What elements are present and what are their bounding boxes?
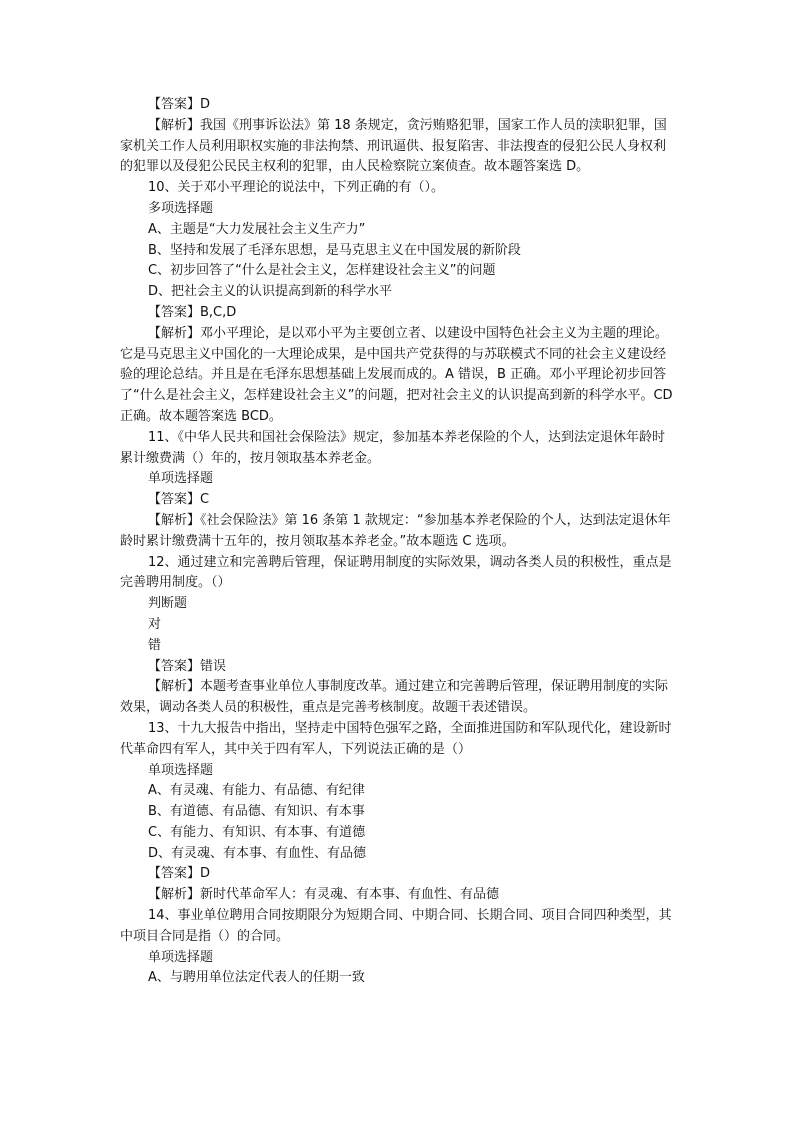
- explanation-paragraph: 【解析】《社会保险法》第 16 条第 1 款规定：“参加基本养老保险的个人，达到法定退休年龄时累计缴费满十五年的，按月领取基本养老金。”故本题选 C 选项。: [120, 512, 671, 549]
- explanation-paragraph: 【解析】邓小平理论，是以邓小平为主要创立者、以建设中国特色社会主义为主题的理论。它是马克思主义中国化的一大理论成果，是中国共产党获得的与苏联模式不同的社会主义建设经验的理论总结。并且是在毛泽东思想基础上发展而成的。A 错误，B 正确。邓小平理论初步回答了“什么是社会主义，怎样建设社会主义”的问题，把对社会主义的认识提高到新的科学水平。CD 正确。故本题答案选 BCD。: [120, 325, 677, 424]
- option-d: D、把社会主义的认识提高到新的科学水平: [148, 284, 393, 300]
- option-true: 对: [148, 616, 162, 632]
- option-b: B、坚持和发展了毛泽东思想，是马克思主义在中国发展的新阶段: [148, 242, 521, 258]
- option-a: A、主题是“大力发展社会主义生产力”: [148, 221, 366, 237]
- option-false: 错: [148, 637, 162, 653]
- option-c: C、初步回答了“什么是社会主义，怎样建设社会主义”的问题: [148, 263, 496, 279]
- answer-line: 【答案】D: [148, 866, 211, 882]
- question-type: 单项选择题: [148, 471, 214, 487]
- explanation-paragraph: 【解析】我国《刑事诉讼法》第 18 条规定，贪污贿赂犯罪，国家工作人员的渎职犯罪，国家机关工作人员利用职权实施的非法拘禁、刑讯逼供、报复陷害、非法搜查的侵犯公民人身权利的犯罪以及侵犯公民民主权利的犯罪，由人民检察院立案侦查。故本题答案选 D。: [120, 117, 667, 175]
- option-a: A、有灵魂、有能力、有品德、有纪律: [148, 783, 365, 799]
- question-14-stem: 14、事业单位聘用合同按期限分为短期合同、中期合同、长期合同、项目合同四种类型，其中项目合同是指（）的合同。: [120, 908, 672, 944]
- document-body: [120, 95, 677, 989]
- question-type: 判断题: [148, 596, 188, 612]
- question-13-stem: 13、十九大报告中指出，坚持走中国特色强军之路，全面推进国防和军队现代化，建设新时代革命四有军人，其中关于四有军人，下列说法正确的是（）: [120, 720, 672, 757]
- explanation-paragraph: 【解析】本题考查事业单位人事制度改革。通过建立和完善聘后管理，保证聘用制度的实际效果，调动各类人员的积极性，重点是完善考核制度。故题干表述错误。: [120, 679, 669, 716]
- answer-line: 【答案】B,C,D: [148, 304, 237, 320]
- question-type: 单项选择题: [148, 762, 214, 778]
- question-12-stem: 12、通过建立和完善聘后管理，保证聘用制度的实际效果，调动各类人员的积极性，重点是完善聘用制度。（）: [120, 554, 672, 591]
- option-d: D、有灵魂、有本事、有血性、有品德: [148, 845, 367, 861]
- question-10-stem: 10、关于邓小平理论的说法中，下列正确的有（）。: [148, 180, 445, 196]
- answer-line: 【答案】D: [148, 97, 211, 112]
- question-type: 多项选择题: [148, 200, 214, 216]
- explanation-line: 【解析】新时代革命军人：有灵魂、有本事、有血性、有品德: [148, 887, 500, 903]
- option-c: C、有能力、有知识、有本事、有道德: [148, 824, 366, 840]
- answer-line: 【答案】错误: [148, 658, 227, 674]
- answer-line: 【答案】C: [148, 492, 210, 508]
- option-b: B、有道德、有品德、有知识、有本事: [148, 804, 365, 820]
- question-type: 单项选择题: [148, 949, 214, 965]
- question-11-stem: 11、《中华人民共和国社会保险法》规定，参加基本养老保险的个人，达到法定退休年龄时累计缴费满（）年的，按月领取基本养老金。: [120, 429, 666, 466]
- option-a: A、与聘用单位法定代表人的任期一致: [148, 970, 365, 986]
